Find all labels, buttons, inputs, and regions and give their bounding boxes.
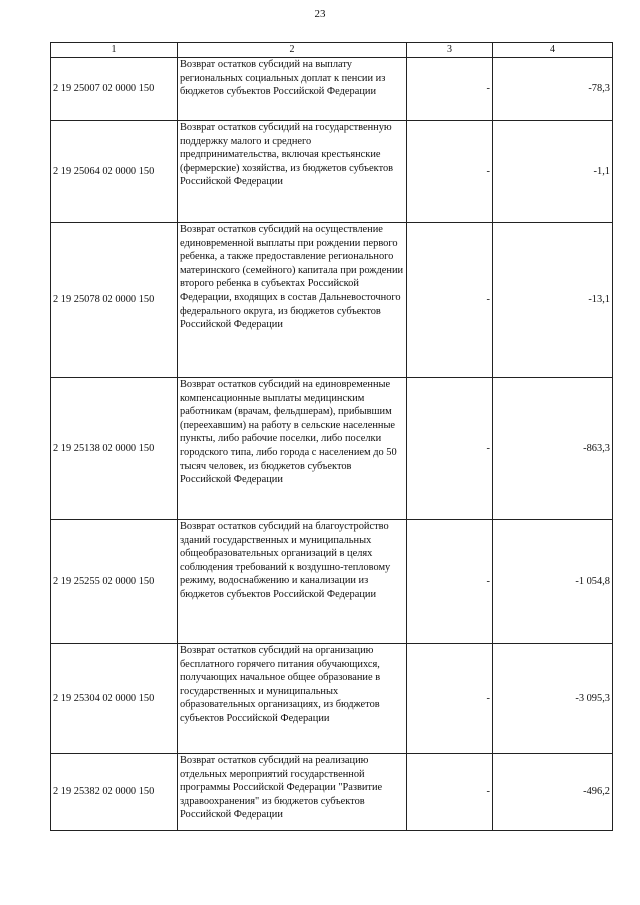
column-header-3: 3 [407, 43, 493, 58]
description: Возврат остатков субсидий на организацию бесплатного горячего питания обучающихся, получающих начальное общее образование в государственных и муниципальных образовательных организациях, из бюджетов субъектов Российской Федерации [178, 644, 407, 754]
column-header-2: 2 [178, 43, 407, 58]
description: Возврат остатков субсидий на государственную поддержку малого и среднего предпринимательства, включая крестьянские (фермерские) хозяйства, из бюджетов субъектов Российской Федерации [178, 121, 407, 223]
column-3-value: - [407, 378, 493, 520]
table-row [51, 378, 613, 520]
budget-code: 2 19 25078 02 0000 150 [51, 223, 178, 378]
budget-code: 2 19 25382 02 0000 150 [51, 754, 178, 831]
table-row [51, 754, 613, 831]
budget-code: 2 19 25064 02 0000 150 [51, 121, 178, 223]
column-3-value: - [407, 223, 493, 378]
description: Возврат остатков субсидий на осуществление единовременной выплаты при рождении первого ребенка, а также предоставление регионального материнского (семейного) капитала при рождении второго ребенка в субъектах Российской Федерации, входящих в состав Дальневосточного федерального округа, из бюджетов субъектов Российской Федерации [178, 223, 407, 378]
table-row [51, 644, 613, 754]
table-row [51, 58, 613, 121]
page-number: 23 [314, 8, 326, 20]
description: Возврат остатков субсидий на благоустройство зданий государственных и муниципальных общеобразовательных организаций в целях соблюдения требований к воздушно-тепловому режиму, водоснабжению и канализации из бюджетов субъектов Российской Федерации [178, 520, 407, 644]
description: Возврат остатков субсидий на выплату региональных социальных доплат к пенсии из бюджетов субъектов Российской Федерации [178, 58, 407, 121]
column-3-value: - [407, 754, 493, 831]
amount: -13,1 [493, 223, 613, 378]
column-header-4: 4 [493, 43, 613, 58]
budget-code: 2 19 25007 02 0000 150 [51, 58, 178, 121]
table-row [51, 223, 613, 378]
amount: -78,3 [493, 58, 613, 121]
description: Возврат остатков субсидий на реализацию отдельных мероприятий государственной программы Российской Федерации "Развитие здравоохранения" из бюджетов субъектов Российской Федерации [178, 754, 407, 831]
budget-table [50, 42, 613, 831]
amount: -863,3 [493, 378, 613, 520]
amount: -1,1 [493, 121, 613, 223]
table-row [51, 121, 613, 223]
description: Возврат остатков субсидий на единовременные компенсационные выплаты медицинским работникам (врачам, фельдшерам), прибывшим (переехавшим) на работу в сельские населенные пункты, либо рабочие поселки, либо поселки городского типа, либо города с населением до 50 тысяч человек, из бюджетов субъектов Российской Федерации [178, 378, 407, 520]
column-3-value: - [407, 58, 493, 121]
table-row [51, 520, 613, 644]
budget-code: 2 19 25255 02 0000 150 [51, 520, 178, 644]
column-3-value: - [407, 121, 493, 223]
budget-code: 2 19 25138 02 0000 150 [51, 378, 178, 520]
budget-code: 2 19 25304 02 0000 150 [51, 644, 178, 754]
amount: -496,2 [493, 754, 613, 831]
column-header-1: 1 [51, 43, 178, 58]
column-3-value: - [407, 644, 493, 754]
amount: -1 054,8 [493, 520, 613, 644]
amount: -3 095,3 [493, 644, 613, 754]
column-3-value: - [407, 520, 493, 644]
table-header-row [51, 43, 613, 58]
